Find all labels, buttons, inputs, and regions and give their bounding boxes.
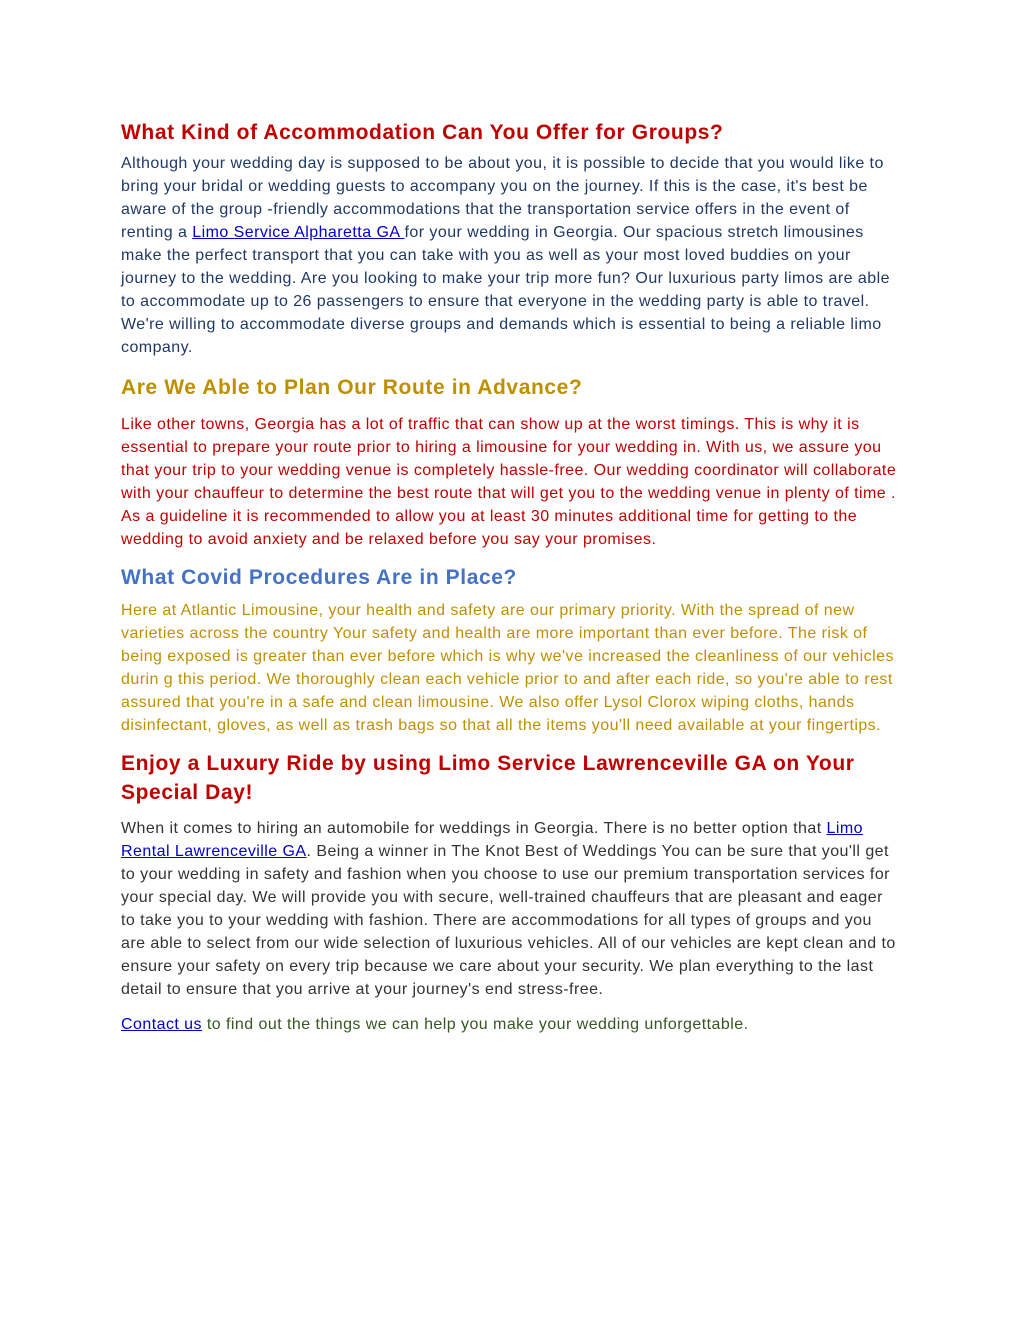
body-text: When it comes to hiring an automobile for weddings in Georgia. There is no better option that — [121, 820, 827, 837]
body-text: . Being a winner in The Knot Best of Weddings You can be sure that you'll get to your wedding in safety and fashion when you choose to use our premium transportation services for your special day. We will provide you with secure, well-trained chauffeurs that are pleasant and eager to take you to your wedding with fashion. There are accommodations for all types of groups and you are able to select from our wide selection of luxurious vehicles. All of our vehicles are kept clean and to ensure your safety on every trip because we care about your security. We plan everything to the last detail to ensure that you arrive at your journey's end stress-free. — [121, 843, 896, 998]
section-body-accommodation — [121, 152, 901, 359]
section-title-covid: What Covid Procedures Are in Place? — [121, 566, 517, 589]
section-body-route: Like other towns, Georgia has a lot of traffic that can show up at the worst timings. This is why it is essential to prepare your route prior to hiring a limousine for your wedding in. With us, we assure you that your trip to your wedding venue is completely hassle-free. Our wedding coordinator will collaborate with your chauffeur to determine the best route that will get you to the wedding venue in plenty of time . As a guideline it is recommended to allow you at least 30 minutes additional time for getting to the wedding to avoid anxiety and be relaxed before you say your promises. — [121, 416, 897, 548]
limo-rental-lawrenceville-link[interactable]: Limo Rental Lawrenceville GA — [121, 820, 863, 860]
section-body-covid: Here at Atlantic Limousine, your health and safety are our primary priority. With the spread of new varieties across the country Your safety and health are more important than ever before. The risk of being exposed is greater than ever before which is why we've increased the cleanliness of our vehicles durin g this period. We thoroughly clean each vehicle prior to and after each ride, so you're able to rest assured that you're in a safe and clean limousine. We also offer Lysol Clorox wiping cloths, hands disinfectant, gloves, as well as trash bags so that all the items you'll need available at your fingertips. — [121, 602, 894, 734]
document-page — [121, 118, 901, 1036]
contact-us-link[interactable]: Contact us — [121, 1016, 202, 1033]
section-title-luxury-ride: Enjoy a Luxury Ride by using Limo Service Lawrenceville GA on Your Special Day! — [121, 752, 855, 804]
closing-text: to find out the things we can help you make your wedding unforgettable. — [201, 1016, 749, 1033]
body-text: for your wedding in Georgia. Our spacious stretch limousines make the perfect transport that you can take with you as well as your most loved buddies on your journey to the wedding. Are you looking to make your trip more fun? Our luxurious party limos are able to accommodate up to 26 passengers to ensure that everyone in the wedding party is able to travel. We're willing to accommodate diverse groups and demands which is essential to being a reliable limo company. — [121, 224, 890, 356]
limo-service-alpharetta-link[interactable]: Limo Service Alpharetta GA — [192, 224, 405, 241]
section-body-luxury-ride — [121, 817, 901, 1001]
closing-paragraph — [121, 1013, 901, 1036]
section-title-route: Are We Able to Plan Our Route in Advance? — [121, 376, 583, 399]
body-text: Although your wedding day is supposed to be about you, it is possible to decide that you would like to bring your bridal or wedding guests to accompany you on the journey. If this is the case, it's best be aware of the group -friendly accommodations that the transportation service offers in the event of renting a — [121, 155, 884, 241]
section-title-accommodation: What Kind of Accommodation Can You Offer for Groups? — [121, 121, 724, 144]
